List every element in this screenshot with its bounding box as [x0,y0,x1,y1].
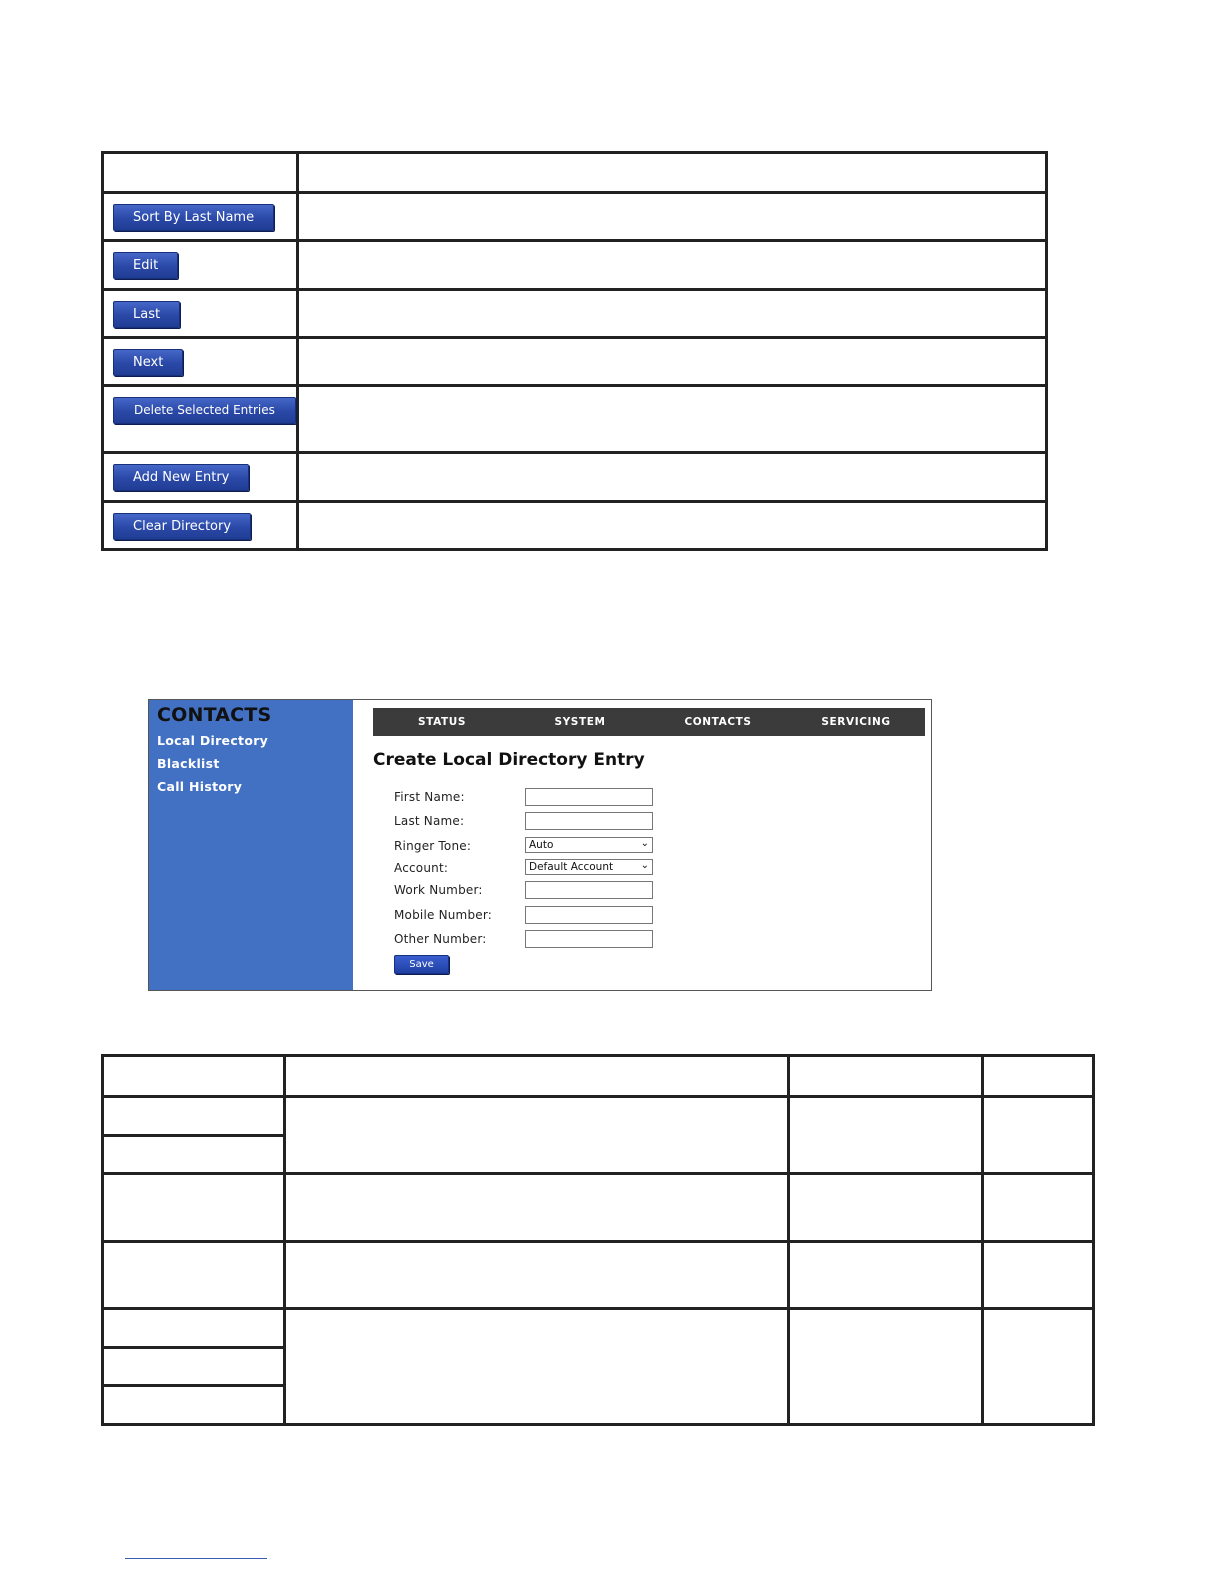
ringer-tone-label: Ringer Tone: [394,839,472,853]
button-reference-table [101,151,1048,551]
tab-servicing[interactable]: SERVICING [821,716,891,728]
page-title: Create Local Directory Entry [373,750,645,770]
table-border [101,1346,285,1349]
work-number-row [394,881,664,901]
mobile-number-row [394,906,664,926]
table-border [101,1240,1095,1243]
other-number-row [394,930,664,950]
table-border [101,1384,285,1387]
account-select[interactable] [525,859,653,875]
mobile-number-label: Mobile Number: [394,908,493,922]
sidebar [149,700,353,990]
work-number-field[interactable] [525,881,653,899]
table-row [103,193,1047,241]
table-border [1092,1054,1095,1426]
table-border [101,1054,104,1426]
table-row [103,289,1047,337]
other-number-field[interactable] [525,930,653,948]
other-number-label: Other Number: [394,932,487,946]
table-border [101,1307,1095,1310]
delete-selected-entries-button[interactable]: Delete Selected Entries [113,397,296,424]
tab-contacts[interactable]: CONTACTS [684,716,752,728]
mobile-number-field[interactable] [525,906,653,924]
sidebar-title: CONTACTS [157,704,272,726]
settings-table [101,1054,1095,1426]
table-row [103,453,1047,501]
chevron-down-icon: ⌄ [640,860,649,871]
chevron-down-icon: ⌄ [640,838,649,849]
table-border [101,1134,285,1137]
table-border [101,1054,1095,1057]
tab-status[interactable]: STATUS [417,716,467,728]
last-name-field[interactable] [525,812,653,830]
first-name-row [394,788,664,808]
web-ui-screenshot [148,699,932,991]
save-button[interactable]: Save [394,955,449,974]
table-row [103,337,1047,385]
sidebar-item-local-directory[interactable]: Local Directory [157,733,269,748]
last-button[interactable]: Last [113,301,180,328]
ringer-tone-value: Auto [529,839,554,851]
last-name-row [394,812,664,832]
last-name-label: Last Name: [394,814,465,828]
ringer-tone-row [394,837,664,857]
table-border [981,1054,984,1426]
clear-directory-button[interactable]: Clear Directory [113,513,251,540]
table-border [787,1054,790,1426]
table-border [101,1423,1095,1426]
edit-button[interactable]: Edit [113,252,178,279]
table-border [283,1054,286,1426]
account-row [394,859,664,879]
table-border [101,1172,1095,1175]
first-name-label: First Name: [394,790,465,804]
top-nav [373,708,925,736]
first-name-field[interactable] [525,788,653,806]
ringer-tone-select[interactable] [525,837,653,853]
sidebar-item-call-history[interactable]: Call History [157,779,243,794]
tab-system[interactable]: SYSTEM [554,716,606,728]
table-row [103,241,1047,289]
next-button[interactable]: Next [113,349,183,376]
table-row [103,386,1047,453]
account-label: Account: [394,861,449,875]
footer-link-underline[interactable] [125,1558,267,1559]
sidebar-item-blacklist[interactable]: Blacklist [157,756,220,771]
table-border [101,1095,1095,1098]
work-number-label: Work Number: [394,883,483,897]
add-new-entry-button[interactable]: Add New Entry [113,464,249,491]
table-header-row [103,153,1047,193]
sort-by-last-name-button[interactable]: Sort By Last Name [113,204,274,231]
table-row [103,501,1047,549]
account-value: Default Account [529,861,614,873]
